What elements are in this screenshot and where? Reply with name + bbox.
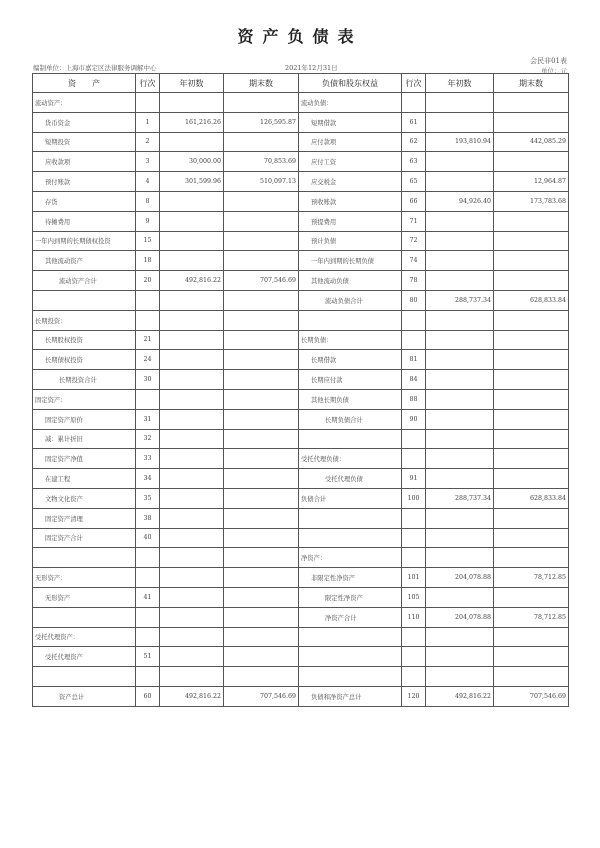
liability-item-cell: 短期借款 — [299, 112, 402, 132]
liability-ending-cell — [494, 370, 569, 390]
asset-ending-cell — [224, 568, 299, 588]
header-ending: 期末数 — [224, 74, 299, 93]
liability-ending-cell: 628,833.84 — [494, 488, 569, 508]
header-ending-2: 期末数 — [494, 74, 569, 93]
liability-item-cell: 应付款项 — [299, 132, 402, 152]
table-row — [33, 409, 569, 429]
liability-line-cell — [402, 449, 426, 469]
asset-line-cell: 31 — [136, 409, 160, 429]
asset-ending-cell — [224, 607, 299, 627]
table-row — [33, 667, 569, 687]
liability-line-cell: 81 — [402, 350, 426, 370]
liability-line-cell: 80 — [402, 290, 426, 310]
asset-beginning-cell — [160, 389, 224, 409]
table-row — [33, 132, 569, 152]
liability-item-cell: 预计负债 — [299, 231, 402, 251]
asset-item-cell: 固定资产合计 — [33, 528, 136, 548]
asset-line-cell: 41 — [136, 587, 160, 607]
table-row — [33, 488, 569, 508]
asset-beginning-cell: 161,216.26 — [160, 112, 224, 132]
table-row — [33, 191, 569, 211]
liability-item-cell: 预收账款 — [299, 191, 402, 211]
asset-ending-cell — [224, 488, 299, 508]
asset-ending-cell — [224, 667, 299, 687]
liability-ending-cell — [494, 310, 569, 330]
asset-line-cell — [136, 568, 160, 588]
table-row — [33, 508, 569, 528]
liability-ending-cell — [494, 389, 569, 409]
asset-beginning-cell — [160, 449, 224, 469]
asset-item-cell: 流动资产： — [33, 93, 136, 113]
liability-beginning-cell: 288,737.34 — [426, 488, 494, 508]
liability-ending-cell — [494, 528, 569, 548]
liability-item-cell: 限定性净资产 — [299, 587, 402, 607]
asset-line-cell: 15 — [136, 231, 160, 251]
liability-ending-cell — [494, 429, 569, 449]
liability-beginning-cell — [426, 389, 494, 409]
liability-item-cell — [299, 429, 402, 449]
liability-beginning-cell — [426, 251, 494, 271]
balance-sheet-table — [32, 73, 569, 707]
liability-line-cell: 88 — [402, 389, 426, 409]
liability-beginning-cell — [426, 508, 494, 528]
liability-beginning-cell — [426, 112, 494, 132]
asset-line-cell: 1 — [136, 112, 160, 132]
asset-beginning-cell — [160, 310, 224, 330]
asset-beginning-cell — [160, 211, 224, 231]
asset-line-cell: 3 — [136, 152, 160, 172]
liability-ending-cell — [494, 271, 569, 291]
asset-ending-cell — [224, 429, 299, 449]
asset-line-cell: 24 — [136, 350, 160, 370]
liability-beginning-cell — [426, 449, 494, 469]
liability-beginning-cell — [426, 231, 494, 251]
asset-beginning-cell — [160, 251, 224, 271]
liability-item-cell — [299, 667, 402, 687]
asset-line-cell: 51 — [136, 647, 160, 667]
table-row — [33, 449, 569, 469]
asset-ending-cell — [224, 370, 299, 390]
asset-beginning-cell — [160, 587, 224, 607]
table-row — [33, 647, 569, 667]
liability-beginning-cell — [426, 152, 494, 172]
liability-ending-cell — [494, 667, 569, 687]
liability-beginning-cell — [426, 310, 494, 330]
asset-item-cell: 流动资产合计 — [33, 271, 136, 291]
table-row — [33, 211, 569, 231]
liability-item-cell: 净资产： — [299, 548, 402, 568]
liability-item-cell: 流动负债合计 — [299, 290, 402, 310]
liability-ending-cell — [494, 627, 569, 647]
header-assets: 资 产 — [33, 74, 136, 93]
liability-line-cell — [402, 429, 426, 449]
asset-line-cell: 8 — [136, 191, 160, 211]
asset-item-cell: 无形资产： — [33, 568, 136, 588]
liability-item-cell: 受托代理负债： — [299, 449, 402, 469]
form-number: 会民非01表 — [530, 57, 567, 65]
asset-item-cell: 资产总计 — [33, 686, 136, 706]
asset-line-cell: 35 — [136, 488, 160, 508]
asset-ending-cell: 510,097.13 — [224, 172, 299, 192]
liability-line-cell: 63 — [402, 152, 426, 172]
table-row — [33, 429, 569, 449]
asset-beginning-cell — [160, 330, 224, 350]
table-row — [33, 231, 569, 251]
asset-beginning-cell — [160, 93, 224, 113]
asset-line-cell: 32 — [136, 429, 160, 449]
liability-line-cell — [402, 93, 426, 113]
liability-item-cell — [299, 310, 402, 330]
asset-item-cell — [33, 548, 136, 568]
asset-item-cell: 固定资产净值 — [33, 449, 136, 469]
asset-item-cell: 受托代理资产： — [33, 627, 136, 647]
liability-beginning-cell — [426, 667, 494, 687]
liability-item-cell: 应交税金 — [299, 172, 402, 192]
liability-item-cell — [299, 508, 402, 528]
asset-line-cell — [136, 290, 160, 310]
liability-line-cell: 71 — [402, 211, 426, 231]
asset-item-cell: 货币资金 — [33, 112, 136, 132]
table-row — [33, 686, 569, 706]
asset-beginning-cell: 492,816.22 — [160, 686, 224, 706]
asset-item-cell: 无形资产 — [33, 587, 136, 607]
table-row — [33, 152, 569, 172]
asset-line-cell: 60 — [136, 686, 160, 706]
asset-beginning-cell — [160, 429, 224, 449]
liability-ending-cell: 78,712.85 — [494, 607, 569, 627]
report-date: 2021年12月31日 — [285, 64, 338, 72]
liability-ending-cell — [494, 112, 569, 132]
liability-ending-cell — [494, 508, 569, 528]
asset-beginning-cell — [160, 627, 224, 647]
liability-ending-cell — [494, 647, 569, 667]
liability-line-cell: 101 — [402, 568, 426, 588]
asset-line-cell — [136, 667, 160, 687]
page-title: 资产负债表 — [237, 27, 363, 46]
liability-line-cell — [402, 528, 426, 548]
asset-line-cell: 2 — [136, 132, 160, 152]
asset-item-cell: 减：累计折旧 — [33, 429, 136, 449]
liability-item-cell: 其他流动负债 — [299, 271, 402, 291]
asset-ending-cell — [224, 627, 299, 647]
asset-line-cell — [136, 548, 160, 568]
liability-ending-cell — [494, 409, 569, 429]
asset-item-cell: 固定资产： — [33, 389, 136, 409]
table-header-row — [33, 74, 569, 93]
liability-beginning-cell — [426, 429, 494, 449]
liability-ending-cell — [494, 587, 569, 607]
table-row — [33, 528, 569, 548]
liability-line-cell: 72 — [402, 231, 426, 251]
asset-item-cell: 长期债权投资 — [33, 350, 136, 370]
liability-beginning-cell: 94,926.40 — [426, 191, 494, 211]
asset-ending-cell — [224, 231, 299, 251]
liability-line-cell: 61 — [402, 112, 426, 132]
asset-ending-cell — [224, 93, 299, 113]
asset-item-cell: 固定资产清理 — [33, 508, 136, 528]
liability-item-cell: 流动负债： — [299, 93, 402, 113]
asset-ending-cell — [224, 449, 299, 469]
liability-line-cell: 105 — [402, 587, 426, 607]
liability-beginning-cell — [426, 93, 494, 113]
asset-item-cell: 待摊费用 — [33, 211, 136, 231]
asset-line-cell — [136, 93, 160, 113]
asset-ending-cell — [224, 251, 299, 271]
table-row — [33, 172, 569, 192]
liability-line-cell: 62 — [402, 132, 426, 152]
asset-beginning-cell — [160, 508, 224, 528]
asset-ending-cell — [224, 469, 299, 489]
asset-ending-cell — [224, 409, 299, 429]
asset-item-cell — [33, 667, 136, 687]
liability-ending-cell — [494, 152, 569, 172]
asset-item-cell: 一年内到期的长期债权投资 — [33, 231, 136, 251]
liability-line-cell — [402, 310, 426, 330]
asset-line-cell — [136, 607, 160, 627]
liability-item-cell: 长期负债合计 — [299, 409, 402, 429]
table-row — [33, 93, 569, 113]
organization-name: 编制单位：上海市嘉定区法律服务调解中心 — [33, 64, 157, 72]
liability-beginning-cell — [426, 587, 494, 607]
liability-ending-cell: 173,783.68 — [494, 191, 569, 211]
table-row — [33, 607, 569, 627]
liability-beginning-cell — [426, 627, 494, 647]
liability-beginning-cell: 193,810.94 — [426, 132, 494, 152]
liability-item-cell: 净资产合计 — [299, 607, 402, 627]
liability-item-cell: 长期应付款 — [299, 370, 402, 390]
asset-ending-cell — [224, 587, 299, 607]
liability-line-cell — [402, 548, 426, 568]
table-row — [33, 112, 569, 132]
asset-item-cell: 应收款项 — [33, 152, 136, 172]
liability-beginning-cell — [426, 330, 494, 350]
header-liabilities: 负债和股东权益 — [299, 74, 402, 93]
liability-line-cell: 91 — [402, 469, 426, 489]
asset-ending-cell — [224, 350, 299, 370]
asset-ending-cell — [224, 389, 299, 409]
asset-ending-cell — [224, 132, 299, 152]
header-line-no: 行次 — [136, 74, 160, 93]
table-row — [33, 627, 569, 647]
liability-item-cell: 受托代理负债 — [299, 469, 402, 489]
asset-beginning-cell — [160, 370, 224, 390]
asset-beginning-cell — [160, 607, 224, 627]
liability-ending-cell: 12,964.87 — [494, 172, 569, 192]
asset-item-cell: 在建工程 — [33, 469, 136, 489]
asset-line-cell: 30 — [136, 370, 160, 390]
liability-ending-cell: 78,712.85 — [494, 568, 569, 588]
asset-ending-cell: 707,546.69 — [224, 271, 299, 291]
liability-item-cell — [299, 647, 402, 667]
liability-line-cell: 78 — [402, 271, 426, 291]
liability-ending-cell — [494, 93, 569, 113]
asset-ending-cell: 707,546.69 — [224, 686, 299, 706]
table-row — [33, 310, 569, 330]
asset-line-cell — [136, 310, 160, 330]
liability-line-cell — [402, 667, 426, 687]
asset-ending-cell — [224, 548, 299, 568]
asset-ending-cell — [224, 330, 299, 350]
asset-line-cell: 21 — [136, 330, 160, 350]
asset-beginning-cell — [160, 409, 224, 429]
asset-ending-cell: 126,595.87 — [224, 112, 299, 132]
liability-ending-cell: 707,546.69 — [494, 686, 569, 706]
asset-item-cell: 文物文化资产 — [33, 488, 136, 508]
liability-item-cell: 负债和净资产总计 — [299, 686, 402, 706]
asset-ending-cell: 70,853.69 — [224, 152, 299, 172]
liability-ending-cell — [494, 449, 569, 469]
liability-beginning-cell — [426, 548, 494, 568]
liability-item-cell: 应付工资 — [299, 152, 402, 172]
liability-ending-cell — [494, 350, 569, 370]
asset-beginning-cell — [160, 568, 224, 588]
liability-beginning-cell — [426, 409, 494, 429]
liability-ending-cell: 628,833.84 — [494, 290, 569, 310]
liability-line-cell — [402, 330, 426, 350]
currency-unit: 单位：元 — [541, 67, 567, 75]
asset-line-cell: 40 — [136, 528, 160, 548]
liability-ending-cell — [494, 469, 569, 489]
liability-line-cell: 100 — [402, 488, 426, 508]
liability-ending-cell: 442,085.29 — [494, 132, 569, 152]
asset-beginning-cell — [160, 132, 224, 152]
liability-ending-cell — [494, 251, 569, 271]
asset-beginning-cell: 492,816.22 — [160, 271, 224, 291]
liability-beginning-cell: 492,816.22 — [426, 686, 494, 706]
asset-item-cell — [33, 290, 136, 310]
liability-line-cell: 120 — [402, 686, 426, 706]
asset-item-cell: 存货 — [33, 191, 136, 211]
liability-beginning-cell: 204,078.88 — [426, 607, 494, 627]
asset-item-cell — [33, 607, 136, 627]
asset-beginning-cell — [160, 667, 224, 687]
liability-item-cell: 非限定性净资产 — [299, 568, 402, 588]
asset-beginning-cell — [160, 488, 224, 508]
table-row — [33, 290, 569, 310]
liability-beginning-cell — [426, 469, 494, 489]
liability-item-cell: 预提费用 — [299, 211, 402, 231]
liability-item-cell: 负债合计 — [299, 488, 402, 508]
table-row — [33, 548, 569, 568]
liability-item-cell — [299, 627, 402, 647]
asset-item-cell: 短期投资 — [33, 132, 136, 152]
asset-line-cell: 18 — [136, 251, 160, 271]
asset-beginning-cell: 301,599.96 — [160, 172, 224, 192]
liability-item-cell: 其他长期负债 — [299, 389, 402, 409]
table-row — [33, 389, 569, 409]
asset-line-cell: 38 — [136, 508, 160, 528]
liability-beginning-cell — [426, 211, 494, 231]
asset-beginning-cell — [160, 647, 224, 667]
asset-beginning-cell — [160, 191, 224, 211]
liability-item-cell: 长期负债： — [299, 330, 402, 350]
table-row — [33, 469, 569, 489]
liability-item-cell — [299, 528, 402, 548]
asset-ending-cell — [224, 290, 299, 310]
asset-line-cell — [136, 627, 160, 647]
header-beginning-2: 年初数 — [426, 74, 494, 93]
table-row — [33, 330, 569, 350]
asset-ending-cell — [224, 310, 299, 330]
liability-beginning-cell: 204,078.88 — [426, 568, 494, 588]
asset-beginning-cell — [160, 290, 224, 310]
table-row — [33, 271, 569, 291]
table-row — [33, 370, 569, 390]
liability-beginning-cell — [426, 172, 494, 192]
liability-ending-cell — [494, 330, 569, 350]
asset-ending-cell — [224, 647, 299, 667]
liability-line-cell: 65 — [402, 172, 426, 192]
table-row — [33, 587, 569, 607]
liability-line-cell — [402, 508, 426, 528]
table-row — [33, 568, 569, 588]
asset-line-cell: 9 — [136, 211, 160, 231]
asset-beginning-cell — [160, 528, 224, 548]
liability-ending-cell — [494, 231, 569, 251]
asset-line-cell: 33 — [136, 449, 160, 469]
asset-line-cell: 20 — [136, 271, 160, 291]
liability-ending-cell — [494, 548, 569, 568]
liability-beginning-cell — [426, 350, 494, 370]
liability-beginning-cell — [426, 271, 494, 291]
liability-line-cell — [402, 627, 426, 647]
table-row — [33, 251, 569, 271]
liability-line-cell: 74 — [402, 251, 426, 271]
liability-line-cell: 90 — [402, 409, 426, 429]
liability-ending-cell — [494, 211, 569, 231]
asset-beginning-cell — [160, 231, 224, 251]
liability-line-cell: 110 — [402, 607, 426, 627]
liability-line-cell: 66 — [402, 191, 426, 211]
header-line-no-2: 行次 — [402, 74, 426, 93]
liability-item-cell: 长期借款 — [299, 350, 402, 370]
asset-beginning-cell — [160, 469, 224, 489]
asset-ending-cell — [224, 191, 299, 211]
asset-ending-cell — [224, 528, 299, 548]
asset-line-cell: 4 — [136, 172, 160, 192]
liability-beginning-cell — [426, 528, 494, 548]
asset-ending-cell — [224, 508, 299, 528]
asset-item-cell: 长期股权投资 — [33, 330, 136, 350]
liability-beginning-cell: 288,737.34 — [426, 290, 494, 310]
liability-item-cell: 一年内到期的长期负债 — [299, 251, 402, 271]
liability-beginning-cell — [426, 647, 494, 667]
asset-beginning-cell — [160, 548, 224, 568]
asset-item-cell: 其他流动资产 — [33, 251, 136, 271]
table-row — [33, 350, 569, 370]
asset-item-cell: 预付账款 — [33, 172, 136, 192]
asset-beginning-cell — [160, 350, 224, 370]
asset-item-cell: 长期投资： — [33, 310, 136, 330]
liability-line-cell: 84 — [402, 370, 426, 390]
asset-item-cell: 长期投资合计 — [33, 370, 136, 390]
asset-line-cell: 34 — [136, 469, 160, 489]
liability-line-cell — [402, 647, 426, 667]
asset-beginning-cell: 30,000.00 — [160, 152, 224, 172]
asset-line-cell — [136, 389, 160, 409]
asset-item-cell: 受托代理资产 — [33, 647, 136, 667]
header-beginning: 年初数 — [160, 74, 224, 93]
asset-ending-cell — [224, 211, 299, 231]
liability-beginning-cell — [426, 370, 494, 390]
asset-item-cell: 固定资产原价 — [33, 409, 136, 429]
